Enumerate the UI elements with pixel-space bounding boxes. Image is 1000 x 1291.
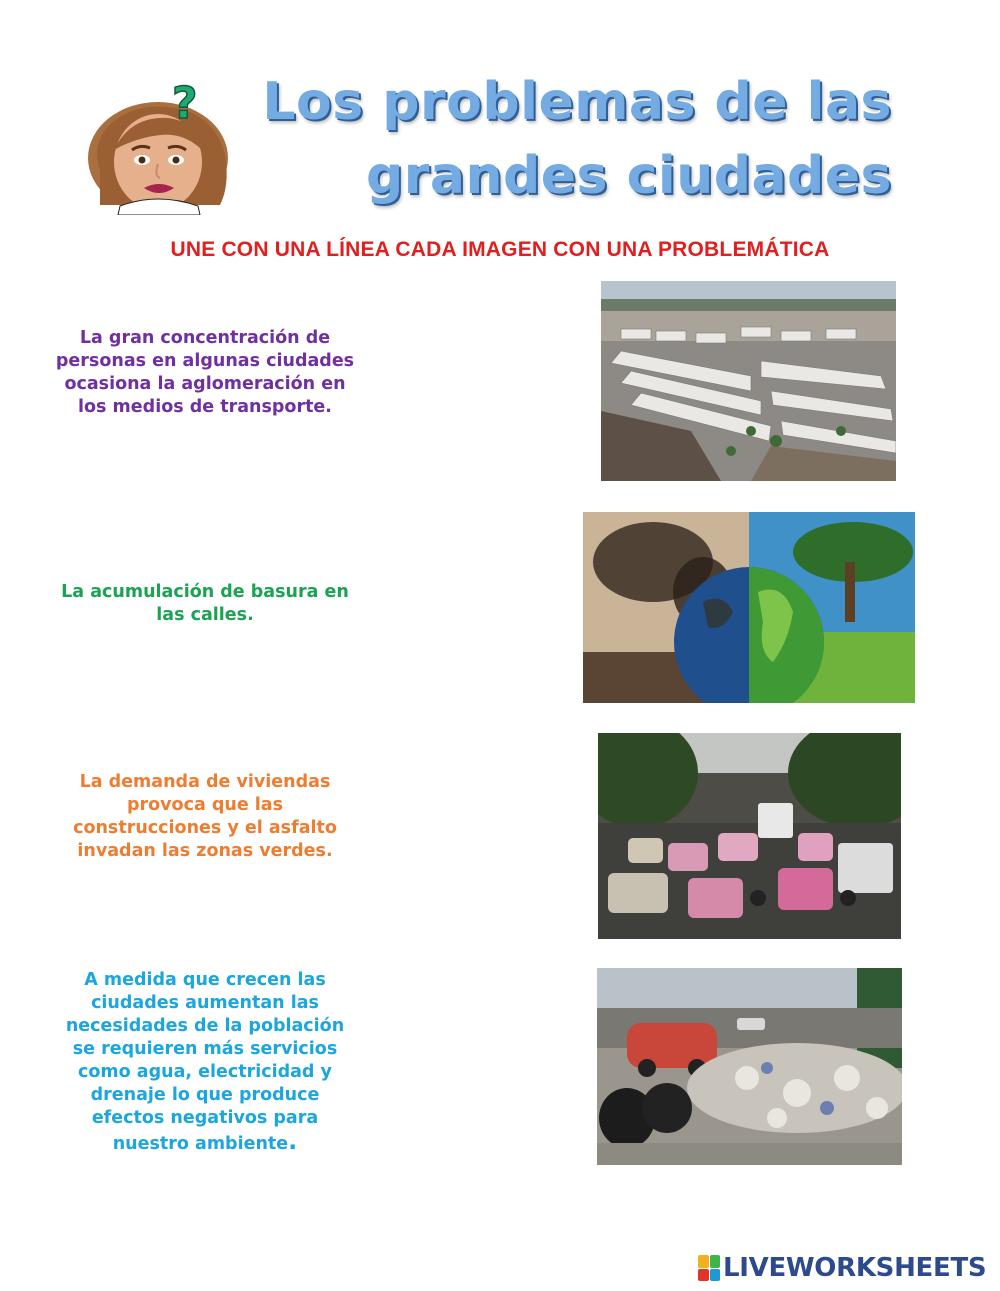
polluted-vs-green-earth-photo[interactable] <box>583 512 915 703</box>
page-title-line-1: Los problemas de las <box>262 72 892 132</box>
liveworksheets-logo <box>698 1253 986 1283</box>
instruction-text: UNE CON UNA LÍNEA CADA IMAGEN CON UNA PROBLEMÁTICA <box>170 238 830 261</box>
statement-transport[interactable]: La gran concentración de personas en algunas ciudades ocasiona la aglomeración en los medios de transporte. <box>55 328 355 417</box>
street-garbage-photo[interactable] <box>597 968 902 1165</box>
statement-services-text: A medida que crecen las ciudades aumentan las necesidades de la población se requieren más servicios como agua, electricidad y drenaje lo que produce efectos negativos para nuestro ambiente <box>65 970 345 1154</box>
housing-aerial-photo[interactable] <box>601 281 896 481</box>
logo-text: LIVEWORKSHEETS <box>723 1253 987 1283</box>
page-title-line-2: grandes ciudades <box>366 146 892 206</box>
statement-services[interactable] <box>55 969 355 1156</box>
statement-garbage[interactable]: La acumulación de basura en las calles. <box>61 582 349 625</box>
traffic-jam-photo[interactable] <box>598 733 901 939</box>
svg-text:?: ? <box>172 80 198 129</box>
liveworksheets-logo-icon <box>698 1255 720 1281</box>
statement-services-period: . <box>288 1127 298 1155</box>
statement-housing[interactable]: La demanda de viviendas provoca que las construcciones y el asfalto invadan las zonas verdes. <box>73 772 337 861</box>
avatar-with-question-mark-icon <box>80 80 245 215</box>
